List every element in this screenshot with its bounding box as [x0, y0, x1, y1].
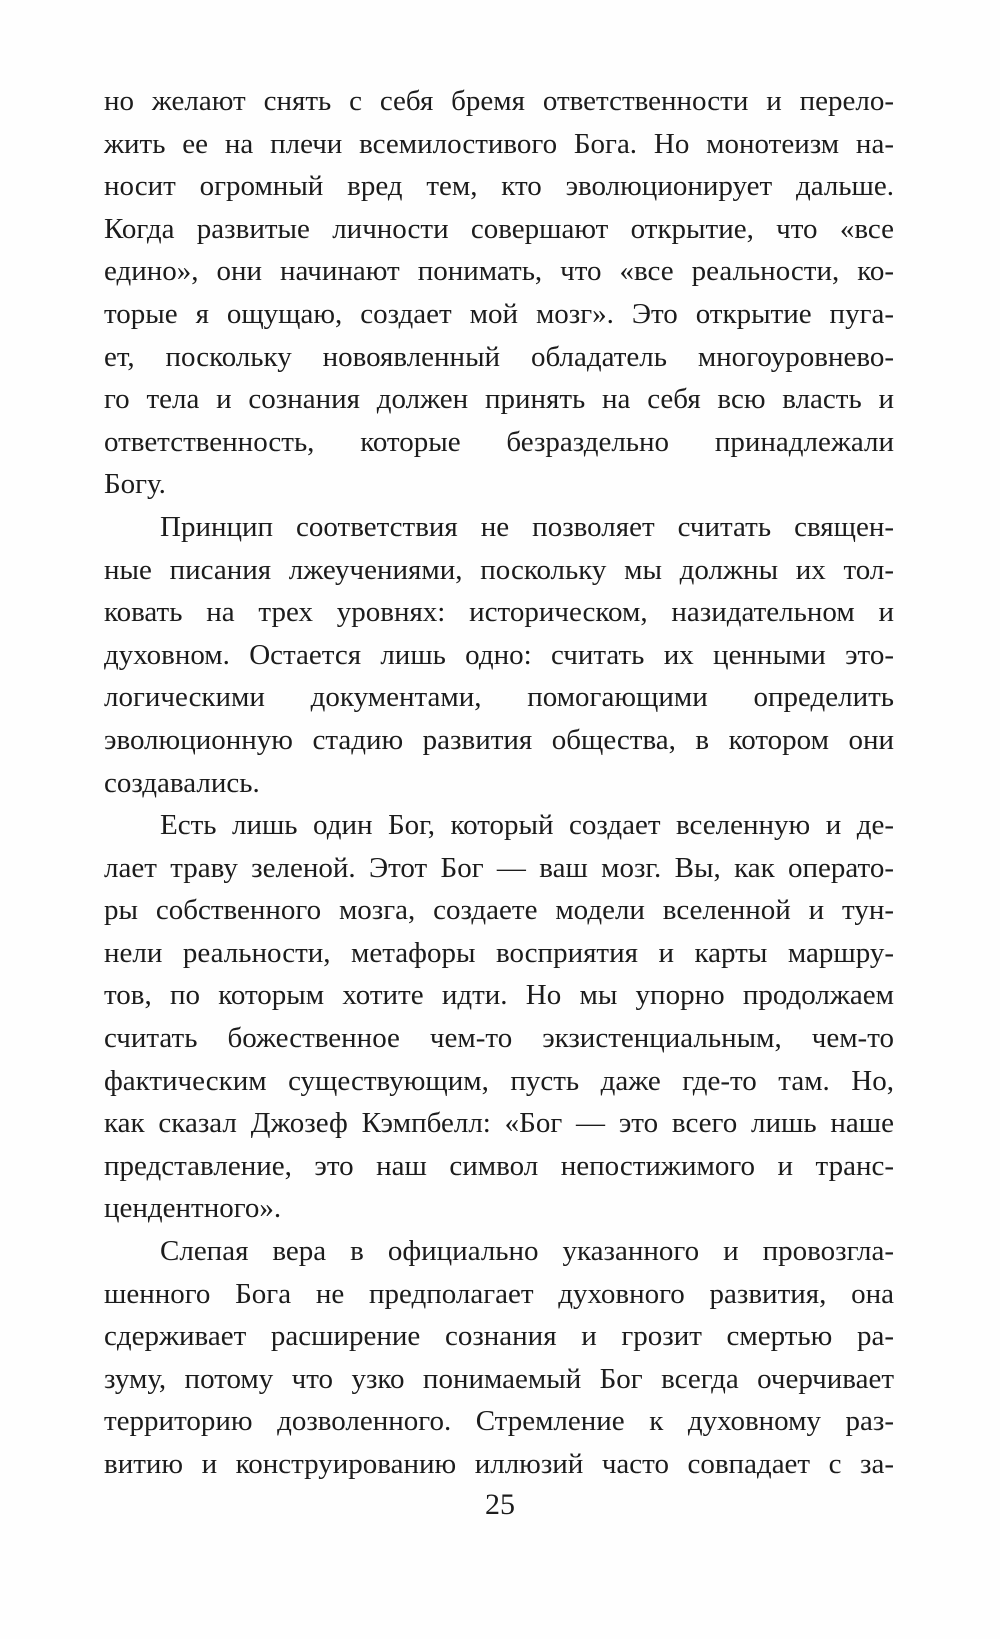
text-line: ет, поскольку новоявленный обладатель многоуровнево-	[104, 340, 894, 373]
text-line: Слепая вера в официально указанного и провозгла-	[160, 1235, 894, 1268]
text-line: шенного Бога не предполагает духовного развития, она	[104, 1277, 894, 1310]
text-line: нели реальности, метафоры восприятия и карты маршру-	[104, 936, 894, 969]
text-line: го тела и сознания должен принять на себя всю власть и	[104, 383, 894, 416]
text-line: жить ее на плечи всемилостивого Бога. Но монотеизм на-	[104, 127, 894, 160]
text-line: территорию дозволенного. Стремление к духовному раз-	[104, 1405, 894, 1438]
text-line: сдерживает расширение сознания и грозит смертью ра-	[104, 1320, 894, 1353]
text-line: но желают снять с себя бремя ответственности и перело-	[104, 85, 894, 117]
page-number: 25	[485, 1488, 515, 1521]
text-line: ковать на трех уровнях: историческом, назидательном и	[104, 596, 894, 629]
text-line: Когда развитые личности совершают открытие, что «все	[104, 212, 894, 245]
text-line: представление, это наш символ непостижимого и транс-	[104, 1149, 894, 1182]
text-line: ные писания лжеучениями, поскольку мы должны их тол-	[104, 553, 894, 586]
text-line: ры собственного мозга, создаете модели вселенной и тун-	[104, 894, 894, 927]
text-line: цендентного».	[104, 1192, 282, 1225]
text-line: торые я ощущаю, создает мой мозг». Это открытие пуга-	[104, 297, 894, 330]
text-line: Богу.	[104, 468, 166, 501]
text-line: считать божественное чем-то экзистенциальным, чем-то	[104, 1022, 894, 1055]
text-line: эволюционную стадию развития общества, в котором они	[104, 723, 894, 756]
text-line: создавались.	[104, 766, 260, 799]
text-line: духовном. Остается лишь одно: считать их ценными это-	[104, 638, 894, 671]
text-line: витию и конструированию иллюзий часто совпадает с за-	[104, 1448, 894, 1480]
text-line: логическими документами, помогающими определить	[104, 681, 894, 714]
text-line: зуму, потому что узко понимаемый Бог всегда очерчивает	[104, 1362, 894, 1395]
text-line: тов, по которым хотите идти. Но мы упорно продолжаем	[104, 979, 894, 1012]
text-line: лает траву зеленой. Этот Бог — ваш мозг. Вы, как операто-	[104, 851, 894, 884]
text-line: как сказал Джозеф Кэмпбелл: «Бог — это всего лишь наше	[104, 1107, 894, 1140]
text-line: ответственность, которые безраздельно принадлежали	[104, 425, 894, 458]
text-line: фактическим существующим, пусть даже где-то там. Но,	[104, 1064, 894, 1097]
text-line: Есть лишь один Бог, который создает вселенную и де-	[160, 809, 894, 842]
text-line: едино», они начинают понимать, что «все реальности, ко-	[104, 255, 894, 288]
text-line: Принцип соответствия не позволяет считать священ-	[160, 510, 894, 543]
body-text	[104, 80, 894, 1486]
text-line: носит огромный вред тем, кто эволюционирует дальше.	[104, 170, 894, 203]
